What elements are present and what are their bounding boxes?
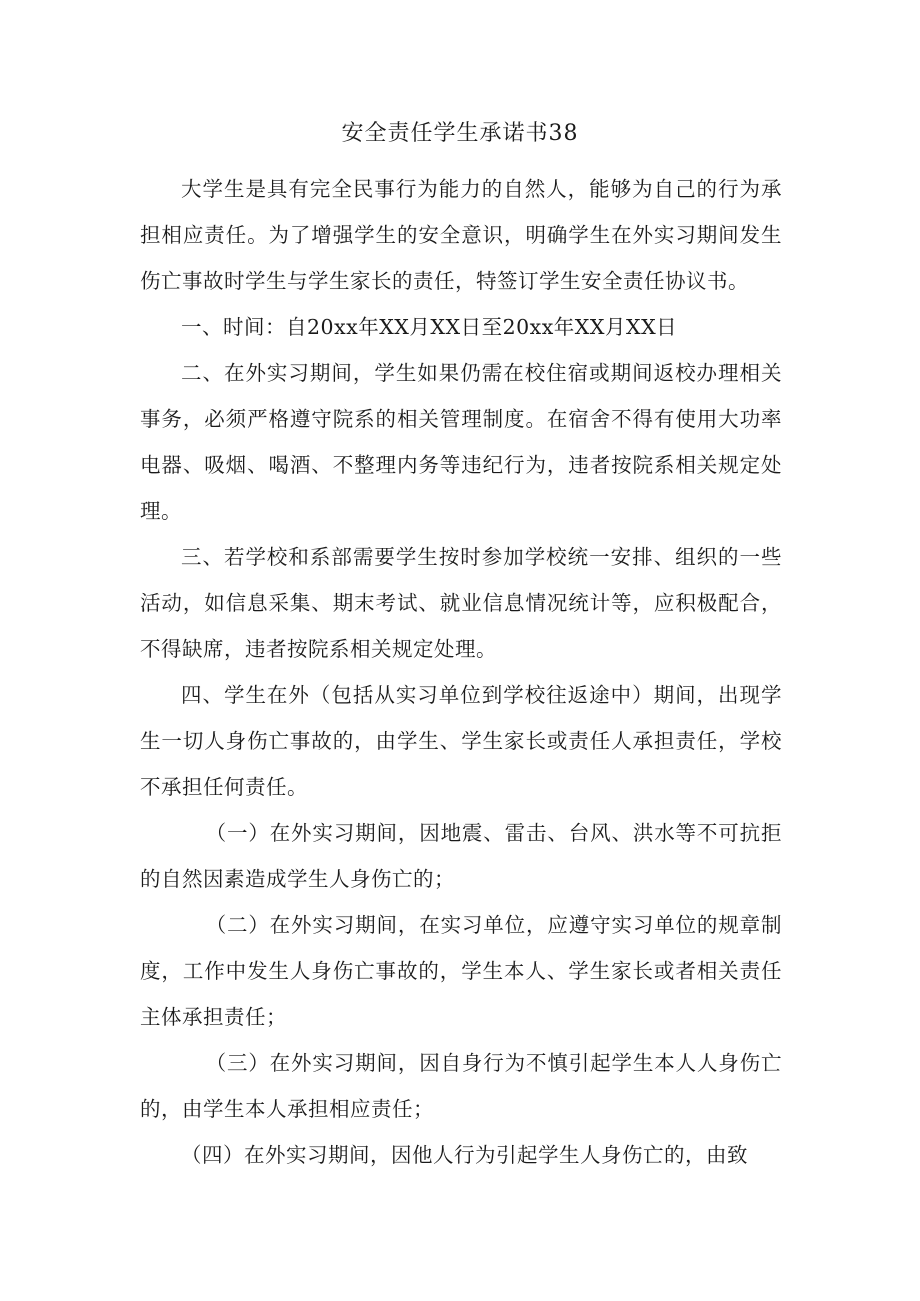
paragraph-item-2: （二）在外实习期间，在实习单位，应遵守实习单位的规章制度，工作中发生人身伤亡事故的，学生本人、学生家长或者相关责任主体承担责任； [140, 913, 782, 1029]
paragraph-section-2: 二、在外实习期间，学生如果仍需在校住宿或期间返校办理相关事务，必须严格遵守院系的相关管理制度。在宿舍不得有使用大功率电器、吸烟、喝酒、不整理内务等违纪行为，违者按院系相关规定处理。 [140, 361, 782, 523]
paragraph-section-3: 三、若学校和系部需要学生按时参加学校统一安排、组织的一些活动，如信息采集、期末考试、就业信息情况统计等，应积极配合，不得缺席，违者按院系相关规定处理。 [140, 545, 782, 661]
paragraph-time: 一、时间：自20xx年XX月XX日至20xx年XX月XX日 [181, 315, 678, 339]
paragraph-section-4: 四、学生在外（包括从实习单位到学校往返途中）期间，出现学生一切人身伤亡事故的，由学生、学生家长或责任人承担责任，学校不承担任何责任。 [140, 683, 782, 799]
document-title: 安全责任学生承诺书38 [341, 121, 579, 146]
paragraph-item-1: （一）在外实习期间，因地震、雷击、台风、洪水等不可抗拒的自然因素造成学生人身伤亡的； [140, 821, 782, 891]
document-body [140, 166, 782, 1178]
paragraph-item-3: （三）在外实习期间，因自身行为不慎引起学生本人人身伤亡的，由学生本人承担相应责任； [140, 1051, 782, 1121]
paragraph-item-4: （四）在外实习期间，因他人行为引起学生人身伤亡的，由致 [181, 1143, 748, 1167]
paragraph-intro: 大学生是具有完全民事行为能力的自然人，能够为自己的行为承担相应责任。为了增强学生的安全意识，明确学生在外实习期间发生伤亡事故时学生与学生家长的责任，特签订学生安全责任协议书。 [140, 177, 782, 293]
